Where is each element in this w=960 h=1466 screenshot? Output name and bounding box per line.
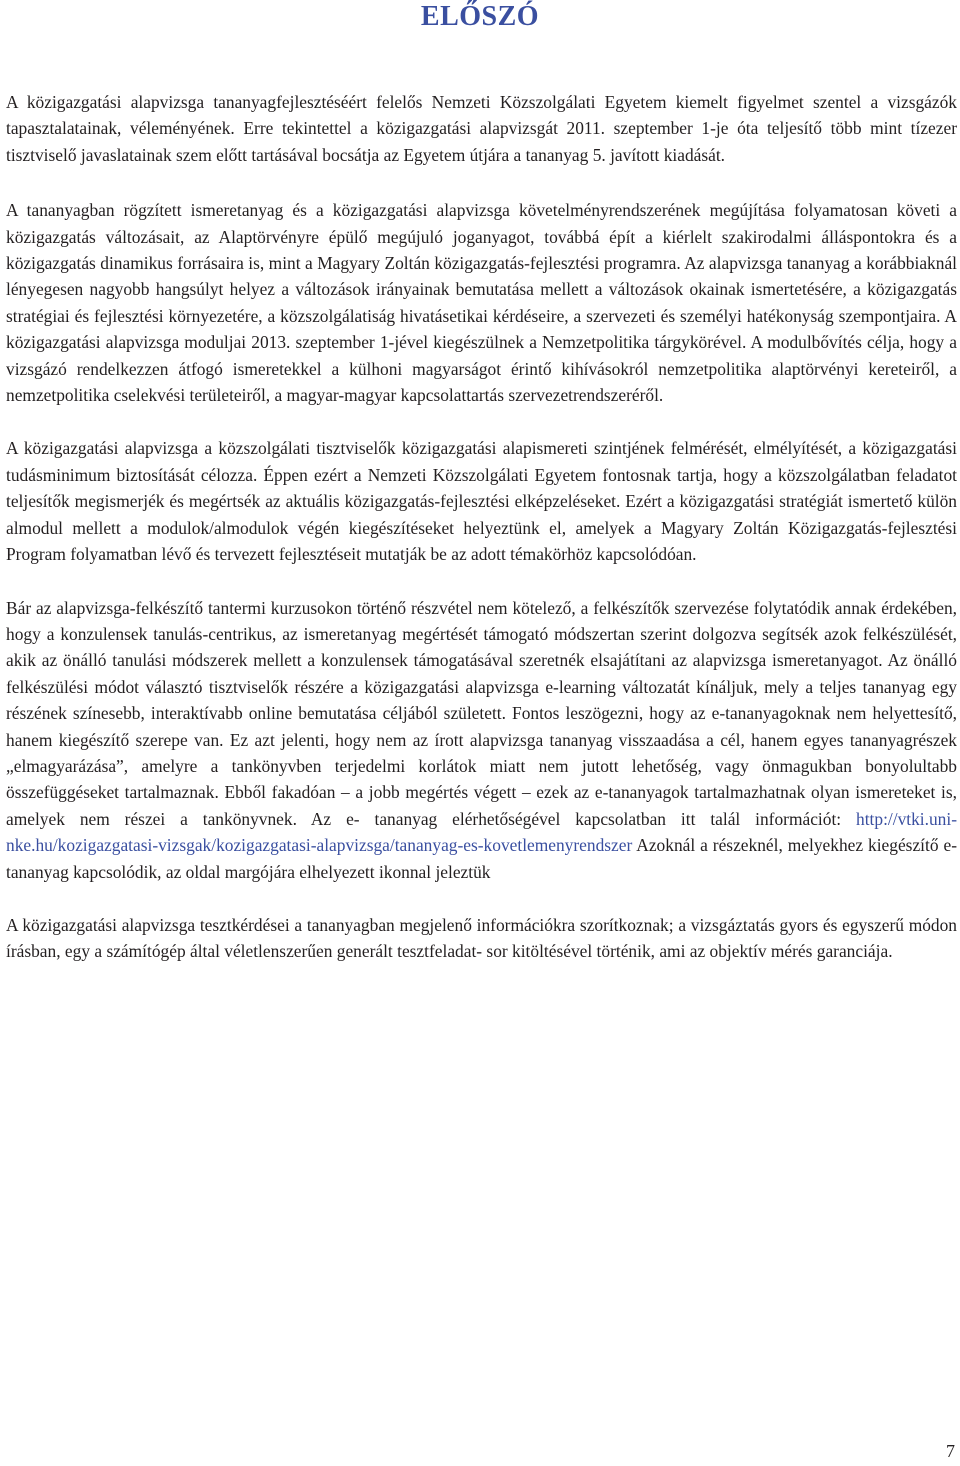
paragraph-5: A közigazgatási alapvizsga tesztkérdései a tananyagban megjelenő információkra szorítkoznak; a vizsgáztatás gyors és egyszerű módon írásban, egy a számítógép által véletlenszerűen generált tesztfeladat- sor kitöltésével történik, ami az objektív mérés garanciája. — [6, 914, 957, 962]
paragraph-1: A közigazgatási alapvizsga tananyagfejlesztéséért felelős Nemzeti Közszolgálati Egyetem kiemelt figyelmet szentel a vizsgázók tapasztalatainak, véleményének. Erre tekintettel a közigazgatási alapvizsgát 2011. szeptember 1-je óta teljesítő több mint tízezer tisztviselő javaslatainak szem előtt tartásával bocsátja az Egyetem útjára a tananyag 5. javított kiadását. — [6, 92, 957, 165]
e-learning-info-link[interactable]: http://vtki.uni-nke.hu/kozigazgatasi-vizsgak/kozigazgatasi-alapvizsga/tananyag-es-kovetlemenyrendszer — [6, 808, 957, 856]
page-title: ELŐSZÓ — [420, 1, 540, 32]
paragraph-4 — [6, 595, 957, 885]
page-number: 7 — [946, 1441, 955, 1461]
paragraph-3: A közigazgatási alapvizsga a közszolgálati tisztviselők közigazgatási alapismereti szintjének felmérését, elmélyítését, a közigazgatási tudásminimum biztosítását célozza. Éppen ezért a Nemzeti Közszolgálati Egyetem fontosnak tartja, hogy a közszolgálatban feladatot teljesítők megismerjék és megértsék az aktuális közigazgatás-fejlesztési elképzeléseket. Ezért a közigazgatási stratégiát ismertető külön almodul mellett a modulok/almodulok végén kiegészítéseket helyeztünk el, amelyek a Magyary Zoltán Közigazgatás-fejlesztési Program folyamatban lévő és tervezett fejlesztéseit mutatják be az adott témakörhöz kapcsolódóan. — [6, 438, 957, 565]
document-body — [6, 89, 957, 992]
paragraph-4-text-before-link: Bár az alapvizsga-felkészítő tantermi kurzusokon történő részvétel nem kötelező, a felkészítők szervezése folytatódik annak érdekében, hogy a konzulensek tanulás-centrikus, az ismeretanyag megértését támogató módszertan szerint dolgozva segítsék azok felkészülését, akik az önálló tanulási módszerek mellett a konzulensek támogatásával szeretnék elsajátítani az alapvizsga ismeretanyagot. Az önálló felkészülési módot választó tisztviselők részére a közigazgatási alapvizsga e-learning változatát kínáljuk, mely a teljes tananyag egy részének színesebb, interaktívabb online bemutatása céljából született. Fontos leszögezni, hogy az e-tananyagoknak nem helyettesítő, hanem kiegészítő szerepe van. Ez azt jelenti, hogy nem az írott alapvizsga tananyag visszaadása a cél, hanem egyes tananyagrészek „elmagyarázása”, amelyre a tankönyvben terjedelmi korlátok miatt nem jutott lehetőség, vagy önmagukban bonyolultabb összefüggéseket tartalmaznak. Ebből fakadóan – a jobb megértés végett – ezek az e-tananyagok tartalmazhatnak olyan ismereteket is, amelyek nem részei a tankönyvnek. Az e- tananyag elérhetőségével kapcsolatban itt talál információt: — [6, 597, 957, 829]
paragraph-4-text-after-link: Azoknál a részeknél, melyekhez kiegészítő e-tananyag kapcsolódik, az oldal margójára elhelyezett ikonnal jeleztük — [6, 835, 957, 882]
paragraph-2: A tananyagban rögzített ismeretanyag és a közigazgatási alapvizsga követelményrendszerének megújítása folyamatosan követi a közigazgatás változásait, az Alaptörvényre épülő megújuló joganyagot, továbbá épít a kiérlelt szakirodalmi álláspontokra és a közigazgatás dinamikus forrásaira is, mint a Magyary Zoltán közigazgatás-fejlesztési programra. Az alapvizsga tananyag a korábbiaknál lényegesen nagyobb hangsúlyt helyez a változások irányainak bemutatása mellett a változások okainak ismertetésére, a közigazgatás stratégiai és fejlesztési környezetére, a közszolgálatiság hivatásetikai kérdéseire, a szervezeti és személyi hatékonyság szempontjaira. A közigazgatási alapvizsga moduljai 2013. szeptember 1-jével kiegészülnek a Nemzetpolitika tárgykörével. A modulbővítés célja, hogy a vizsgázó rendelkezzen átfogó ismeretekkel a külhoni magyarságot érintő kihívásokról nemzetpolitika alaptörvényi kereteiről, a nemzetpolitika cselekvési területeiről, a magyar-magyar kapcsolattartás szervezetrendszeréről. — [6, 200, 957, 406]
